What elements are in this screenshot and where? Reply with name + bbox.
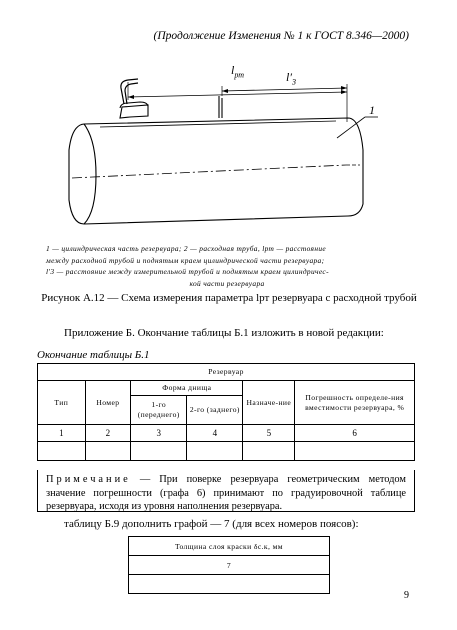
table-b1 [37, 363, 415, 461]
col-num: 2 [85, 425, 131, 442]
table-b9-instruction: таблицу Б.9 дополнить графой — 7 (для всех номеров поясов): [64, 518, 359, 530]
discharge-pipe [121, 79, 138, 104]
col-front: 1-го (переднего) [131, 396, 187, 425]
note-label: Примечание [46, 474, 131, 485]
col-number: Номер [85, 381, 131, 425]
page-number: 9 [404, 590, 409, 601]
col-num: 5 [243, 425, 295, 442]
col-rear: 2-го (заднего) [187, 396, 243, 425]
legend-line: l′3 — расстояние между измерительной трубой и поднятым краем цилиндричес- [46, 267, 329, 276]
table-cell [243, 442, 295, 461]
tank-shell-line [100, 121, 336, 127]
col-bottom-shape: Форма днища [131, 381, 243, 396]
dimension-line-lrt [128, 92, 347, 97]
legend-line: между расходной трубой и поднятым краем цилиндрической части резервуара; [46, 255, 325, 265]
table-cell [187, 442, 243, 461]
label-l3: $l'_3$ [286, 70, 296, 87]
figure-legend [46, 243, 408, 289]
legend-line: кой части резервуара [189, 278, 265, 288]
col-num: 6 [295, 425, 415, 442]
dimension-line-l3 [222, 88, 347, 91]
col-type: Тип [38, 381, 86, 425]
table-header-reservoir: Резервуар [38, 364, 415, 381]
table-cell [85, 442, 131, 461]
tank-left-end [84, 124, 96, 224]
note-text: — При поверке резервуара геометрическим методом значение погрешности (графа 6) принимают по градуировочной таблице резервуара, исходя из уровня наполнения резервуара. [46, 474, 406, 512]
table-cell [131, 442, 187, 461]
label-lrt: $l_{рт}$ [231, 63, 245, 80]
tank-axis [72, 165, 346, 178]
table-b9-number: 7 [129, 556, 330, 575]
filler-neck [120, 105, 148, 118]
table-cell [295, 442, 415, 461]
col-num: 1 [38, 425, 86, 442]
table-b9-header: Толщина слоя краски δс.к, мм [129, 537, 330, 556]
col-num: 3 [131, 425, 187, 442]
tank-drawing [0, 0, 457, 245]
appendix-instruction: Приложение Б. Окончание таблицы Б.1 изложить в новой редакции: [64, 327, 384, 339]
legend-line: 1 — цилиндрическая часть резервуара; 2 — расходная труба, lрт — расстояние [46, 244, 327, 253]
table-cell [129, 575, 330, 594]
table-note [37, 470, 415, 512]
col-error: Погрешность определе-ния вместимости резервуара, % [295, 381, 415, 425]
label-part-1: 1 [369, 103, 375, 117]
figure-caption: Рисунок А.12 — Схема измерения параметра lрт резервуара с расходной трубой [41, 292, 417, 304]
table-b9 [128, 536, 330, 594]
col-num: 4 [187, 425, 243, 442]
col-purpose: Назначе-ние [243, 381, 295, 425]
table-caption: Окончание таблицы Б.1 [37, 349, 150, 361]
page-header: (Продолжение Изменения № 1 к ГОСТ 8.346—2000) [153, 30, 409, 42]
table-cell [38, 442, 86, 461]
